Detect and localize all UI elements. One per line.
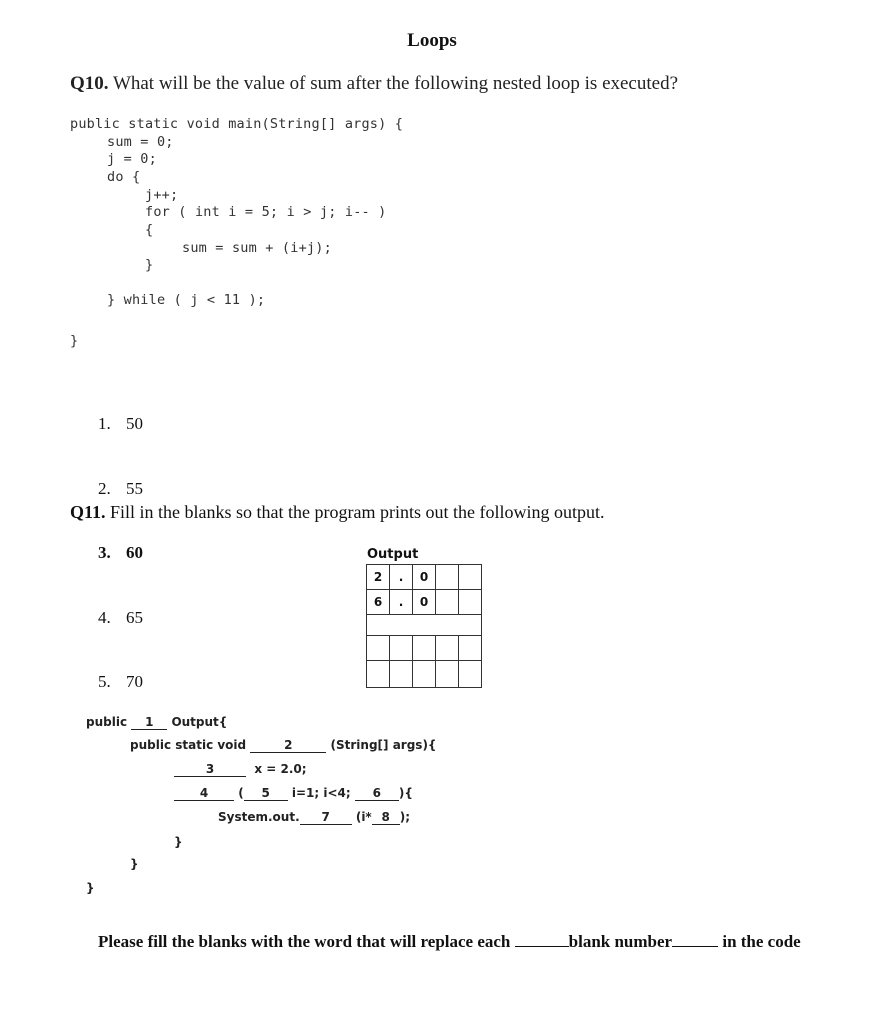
output-cell [459, 636, 482, 661]
code-line-j-init: j = 0; [107, 151, 157, 167]
output-gap-row [367, 615, 482, 636]
instruction-underline [672, 932, 718, 947]
output-cell: . [390, 590, 413, 615]
output-cell: 6 [367, 590, 390, 615]
option-2: 2. 55 [98, 478, 143, 498]
code-line-while: } while ( j < 11 ); [107, 292, 266, 308]
output-cell: 0 [413, 590, 436, 615]
option-1: 1. 50 [98, 414, 143, 433]
output-cell [413, 636, 436, 661]
q11-number: Q11. [70, 502, 106, 522]
output-cell [459, 590, 482, 615]
q10-question [70, 73, 678, 95]
output-cell [367, 661, 390, 688]
option-4: 4. 65 [98, 607, 143, 627]
code-line-j-inc: j++; [145, 187, 179, 203]
code2-for-line: 4 ( 5 i=1; i<4; 6 ){ [174, 786, 413, 801]
output-row [367, 590, 482, 615]
q10-options-list [98, 370, 143, 714]
output-cell [459, 565, 482, 590]
option-5: 5. 70 [98, 672, 143, 691]
output-cell [436, 636, 459, 661]
blank-4[interactable]: 4 [174, 787, 234, 801]
option-3-selected: 3. 60 [98, 543, 143, 562]
output-cell [367, 636, 390, 661]
output-cell [436, 565, 459, 590]
code-line-main: public static void main(String[] args) { [70, 116, 404, 132]
q10-text: What will be the value of sum after the following nested loop is executed? [108, 73, 679, 94]
blank-7[interactable]: 7 [300, 811, 352, 825]
code2-print-line: System.out. 7 (i* 8 ); [218, 810, 410, 824]
output-row [367, 636, 482, 661]
code2-close-for: } [174, 835, 183, 849]
output-grid [366, 564, 482, 688]
output-cell [459, 661, 482, 688]
code-line-close-brace: } [145, 257, 154, 273]
output-cell: 2 [367, 565, 390, 590]
blank-8[interactable]: 8 [372, 811, 400, 825]
code-line-main-close: } [70, 333, 79, 349]
code-line-for: for ( int i = 5; i > j; i-- ) [145, 204, 387, 220]
output-cell [390, 636, 413, 661]
q11-question [70, 502, 604, 523]
q11-text: Fill in the blanks so that the program prints out the following output. [105, 502, 605, 522]
fill-instructions: Please fill the blanks with the word that will replace each blank number in the code [98, 932, 801, 951]
output-cell [390, 661, 413, 688]
blank-5[interactable]: 5 [244, 787, 288, 801]
output-cell: 0 [413, 565, 436, 590]
code-line-sum-add: sum = sum + (i+j); [182, 240, 332, 256]
output-cell [436, 661, 459, 688]
output-row [367, 661, 482, 688]
code2-close-class: } [86, 881, 95, 895]
code-line-sum-init: sum = 0; [107, 134, 174, 150]
code2-main-line: public static void 2 (String[] args){ [130, 738, 437, 752]
code2-close-main: } [130, 857, 139, 871]
blank-6[interactable]: 6 [355, 787, 399, 801]
output-row [367, 565, 482, 590]
code-line-do: do { [107, 169, 141, 185]
page-title: Loops [407, 30, 457, 51]
instruction-underline [515, 932, 569, 947]
output-cell [413, 661, 436, 688]
code-line-open-brace: { [145, 222, 154, 238]
code2-x-line: 3 x = 2.0; [174, 762, 307, 777]
blank-1[interactable]: 1 [131, 716, 167, 730]
blank-2[interactable]: 2 [250, 739, 326, 753]
q10-number: Q10. [70, 73, 109, 94]
blank-3[interactable]: 3 [174, 763, 246, 777]
output-label: Output [367, 547, 419, 562]
output-cell: . [390, 565, 413, 590]
code2-class-line: public 1 Output{ [86, 715, 228, 729]
output-cell [436, 590, 459, 615]
